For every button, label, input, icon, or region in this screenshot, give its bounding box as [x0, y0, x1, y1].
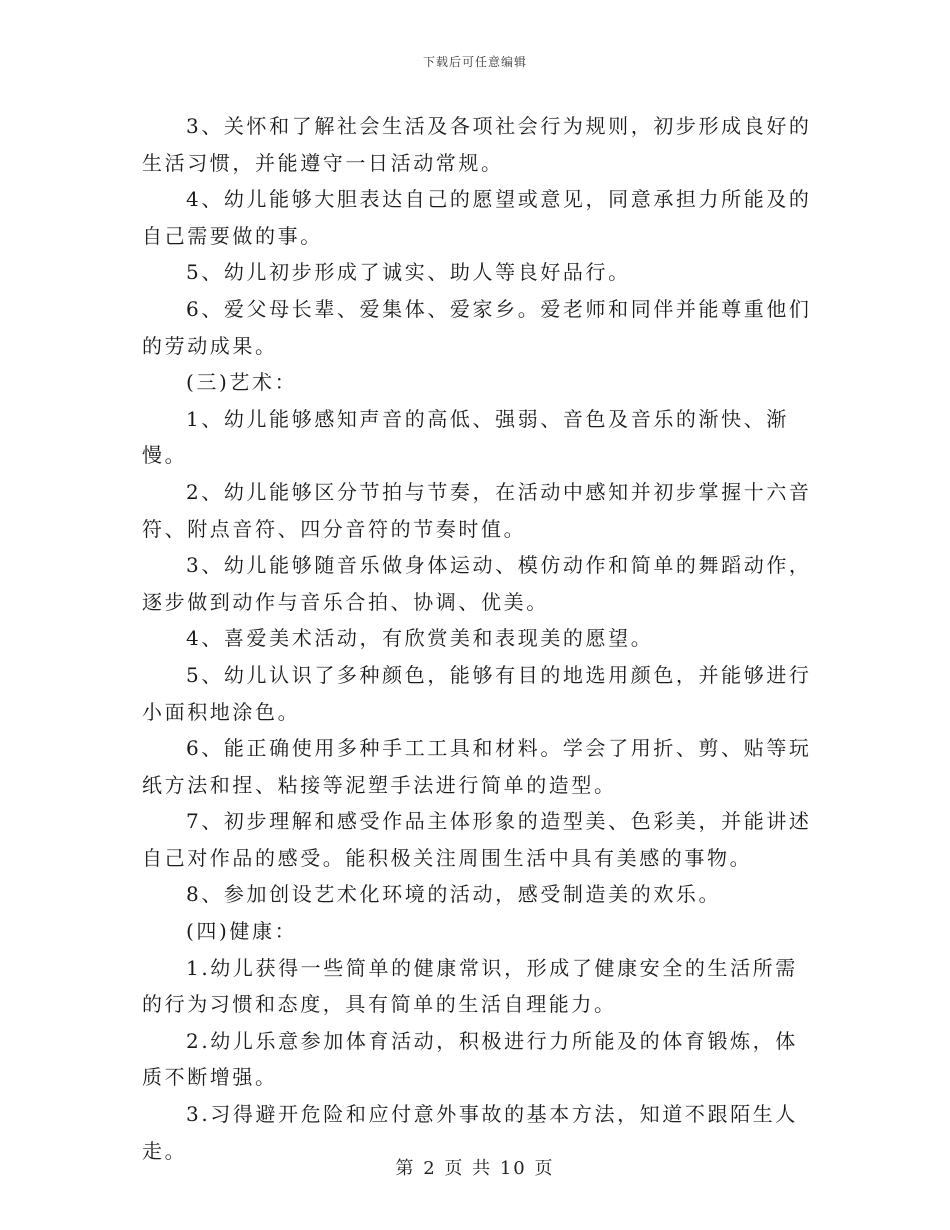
- document-body: [142, 108, 818, 1169]
- paragraph: 5、幼儿初步形成了诚实、助人等良好品行。: [186, 260, 631, 285]
- paragraph: 4、幼儿能够大胆表达自己的愿望或意见，同意承担力所能及的自己需要做的事。: [142, 187, 812, 248]
- paragraph: 6、能正确使用多种手工工具和材料。学会了用折、剪、贴等玩纸方法和捏、粘接等泥塑手法进行简单的造型。: [142, 736, 812, 797]
- header-note: 下载后可任意编辑: [422, 55, 527, 69]
- paragraph: 1.幼儿获得一些简单的健康常识，形成了健康安全的生活所需的行为习惯和态度，具有简单的生活自理能力。: [142, 955, 798, 1017]
- paragraph: 3、关怀和了解社会生活及各项社会行为规则，初步形成良好的生活习惯，并能遵守一日活动常规。: [142, 114, 812, 175]
- page-number-footer: 第 2 页 共 10 页: [395, 1158, 555, 1179]
- paragraph: 5、幼儿认识了多种颜色，能够有目的地选用颜色，并能够进行小面积地涂色。: [142, 662, 812, 724]
- section-heading-health: (四)健康：: [186, 919, 298, 944]
- paragraph: 7、初步理解和感受作品主体形象的造型美、色彩美，并能讲述自己对作品的感受。能积极关注周围生活中具有美感的事物。: [142, 809, 812, 870]
- paragraph: 3、幼儿能够随音乐做身体运动、模仿动作和简单的舞蹈动作，逐步做到动作与音乐合拍、协调、优美。: [142, 553, 812, 614]
- paragraph: 8、参加创设艺术化环境的活动，感受制造美的欢乐。: [186, 882, 722, 907]
- paragraph: 1、幼儿能够感知声音的高低、强弱、音色及音乐的渐快、渐慢。: [142, 406, 789, 468]
- paragraph: 6、爱父母长辈、爱集体、爱家乡。爱老师和同伴并能尊重他们的劳动成果。: [142, 296, 812, 358]
- paragraph: 2.幼儿乐意参加体育活动，积极进行力所能及的体育锻炼，体质不断增强。: [142, 1028, 798, 1090]
- section-heading-art: (三)艺术：: [186, 370, 298, 395]
- paragraph: 4、喜爱美术活动，有欣赏美和表现美的愿望。: [186, 626, 654, 651]
- paragraph: 2、幼儿能够区分节拍与节奏，在活动中感知并初步掌握十六音符、附点音符、四分音符的节奏时值。: [142, 479, 812, 541]
- paragraph: 3.习得避开危险和应付意外事故的基本方法，知道不跟陌生人走。: [142, 1102, 798, 1163]
